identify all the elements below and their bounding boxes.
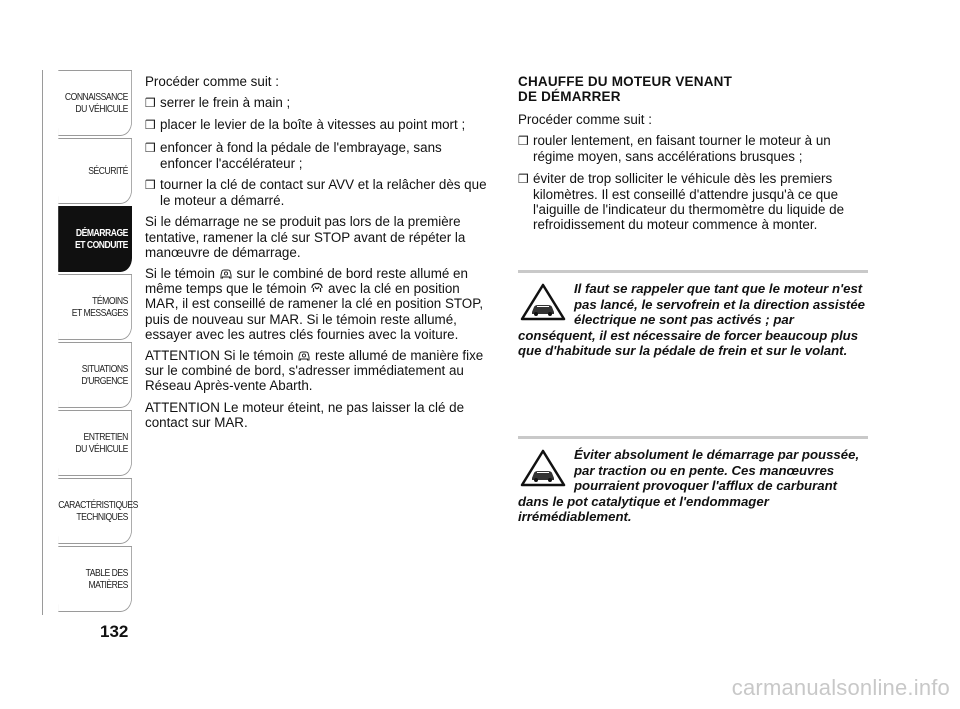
procedure-intro: Procéder comme suit : — [518, 112, 652, 127]
tab-situations-d-urgence[interactable]: SITUATIONS D'URGENCE — [58, 342, 132, 408]
list-item: ❒ tourner la clé de contact sur AVV et la relâcher dès que le moteur a démarré. — [145, 177, 487, 209]
checkbox-icon: ❒ — [518, 134, 529, 149]
tab-connaissance-du-vehicule[interactable]: CONNAISSANCE DU VÉHICULE — [58, 70, 132, 136]
paragraph-warning-light: Si le témoin sur le combiné de bord reste allumé en même temps que le témoin avec la clé en position MAR, il est conseillé de ramener la clé en position STOP, puis de nouveau sur MAR. Si le témoin reste allumé, essayer avec les autres clés fournies avec la voiture. — [145, 266, 484, 342]
section-heading: CHAUFFE DU MOTEUR VENANT DE DÉMARRER — [518, 74, 733, 104]
left-column — [145, 74, 495, 436]
list-item: ❒ enfoncer à fond la pédale de l'embrayage, sans enfoncer l'accélérateur ; — [145, 139, 442, 171]
checkbox-icon: ❒ — [145, 96, 156, 111]
checkbox-icon: ❒ — [145, 118, 156, 133]
paragraph-retry: Si le démarrage ne se produit pas lors de la première tentative, ramener la clé sur STOP avant de répéter la manœuvre de démarrage. — [145, 214, 466, 260]
tab-caracteristiques-techniques[interactable]: CARACTÉRISTIQUES TECHNIQUES — [58, 478, 132, 544]
warning-triangle-car-icon — [520, 283, 566, 321]
tab-securite[interactable]: SÉCURITÉ — [58, 138, 132, 204]
preheat-coil-icon — [310, 282, 324, 295]
paragraph-attention-key: ATTENTION Le moteur éteint, ne pas laisser la clé de contact sur MAR. — [145, 399, 465, 430]
procedure-intro: Procéder comme suit : — [145, 74, 279, 89]
car-key-warning-icon — [219, 267, 233, 280]
tab-demarrage-et-conduite[interactable]: DÉMARRAGE ET CONDUITE — [58, 206, 132, 272]
warning-triangle-car-icon — [520, 449, 566, 487]
watermark: carmanualsonline.info — [731, 675, 950, 700]
list-item: ❒ rouler lentement, en faisant tourner le moteur à un régime moyen, sans accélérations brusques ; — [518, 133, 831, 165]
list-item: ❒ serrer le frein à main ; — [145, 95, 291, 111]
checkbox-icon: ❒ — [145, 140, 156, 155]
list-item: ❒ placer le levier de la boîte à vitesses au point mort ; — [145, 117, 466, 133]
warning-note: Il faut se rappeler que tant que le moteur n'est pas lancé, le servofrein et la direction assistée électrique ne sont pas activés ; par conséquent, il est nécessaire de forcer beaucoup plus que d'habitude sur la pédale de frein et sur le volant. — [518, 270, 868, 359]
sidebar-edge — [42, 70, 43, 615]
tab-entretien-du-vehicule[interactable]: ENTRETIEN DU VÉHICULE — [58, 410, 132, 476]
checkbox-icon: ❒ — [518, 171, 529, 186]
paragraph-attention-light: ATTENTION Si le témoin reste allumé de manière fixe sur le combiné de bord, s'adresser immédiatement au Réseau Après-vente Abarth. — [145, 348, 484, 394]
tab-table-des-matieres[interactable]: TABLE DES MATIÈRES — [58, 546, 132, 612]
page-number: 132 — [100, 622, 129, 641]
warning-note: Éviter absolument le démarrage par poussée, par traction ou en pente. Ces manœuvres pourraient provoquer l'afflux de carburant dans le pot catalytique et l'endommager irrémédiablement. — [518, 436, 868, 525]
list-item: ❒ éviter de trop solliciter le véhicule dès les premiers kilomètres. Il est conseillé d'attendre jusqu'à ce que l'aiguille de l'indicateur du thermomètre du liquide de refroidissement du moteur commence à monter. — [518, 170, 845, 233]
checkbox-icon: ❒ — [145, 178, 156, 193]
right-column — [518, 74, 873, 238]
car-key-warning-icon — [297, 349, 311, 362]
tab-temoins-et-messages[interactable]: TÉMOINS ET MESSAGES — [58, 274, 132, 340]
